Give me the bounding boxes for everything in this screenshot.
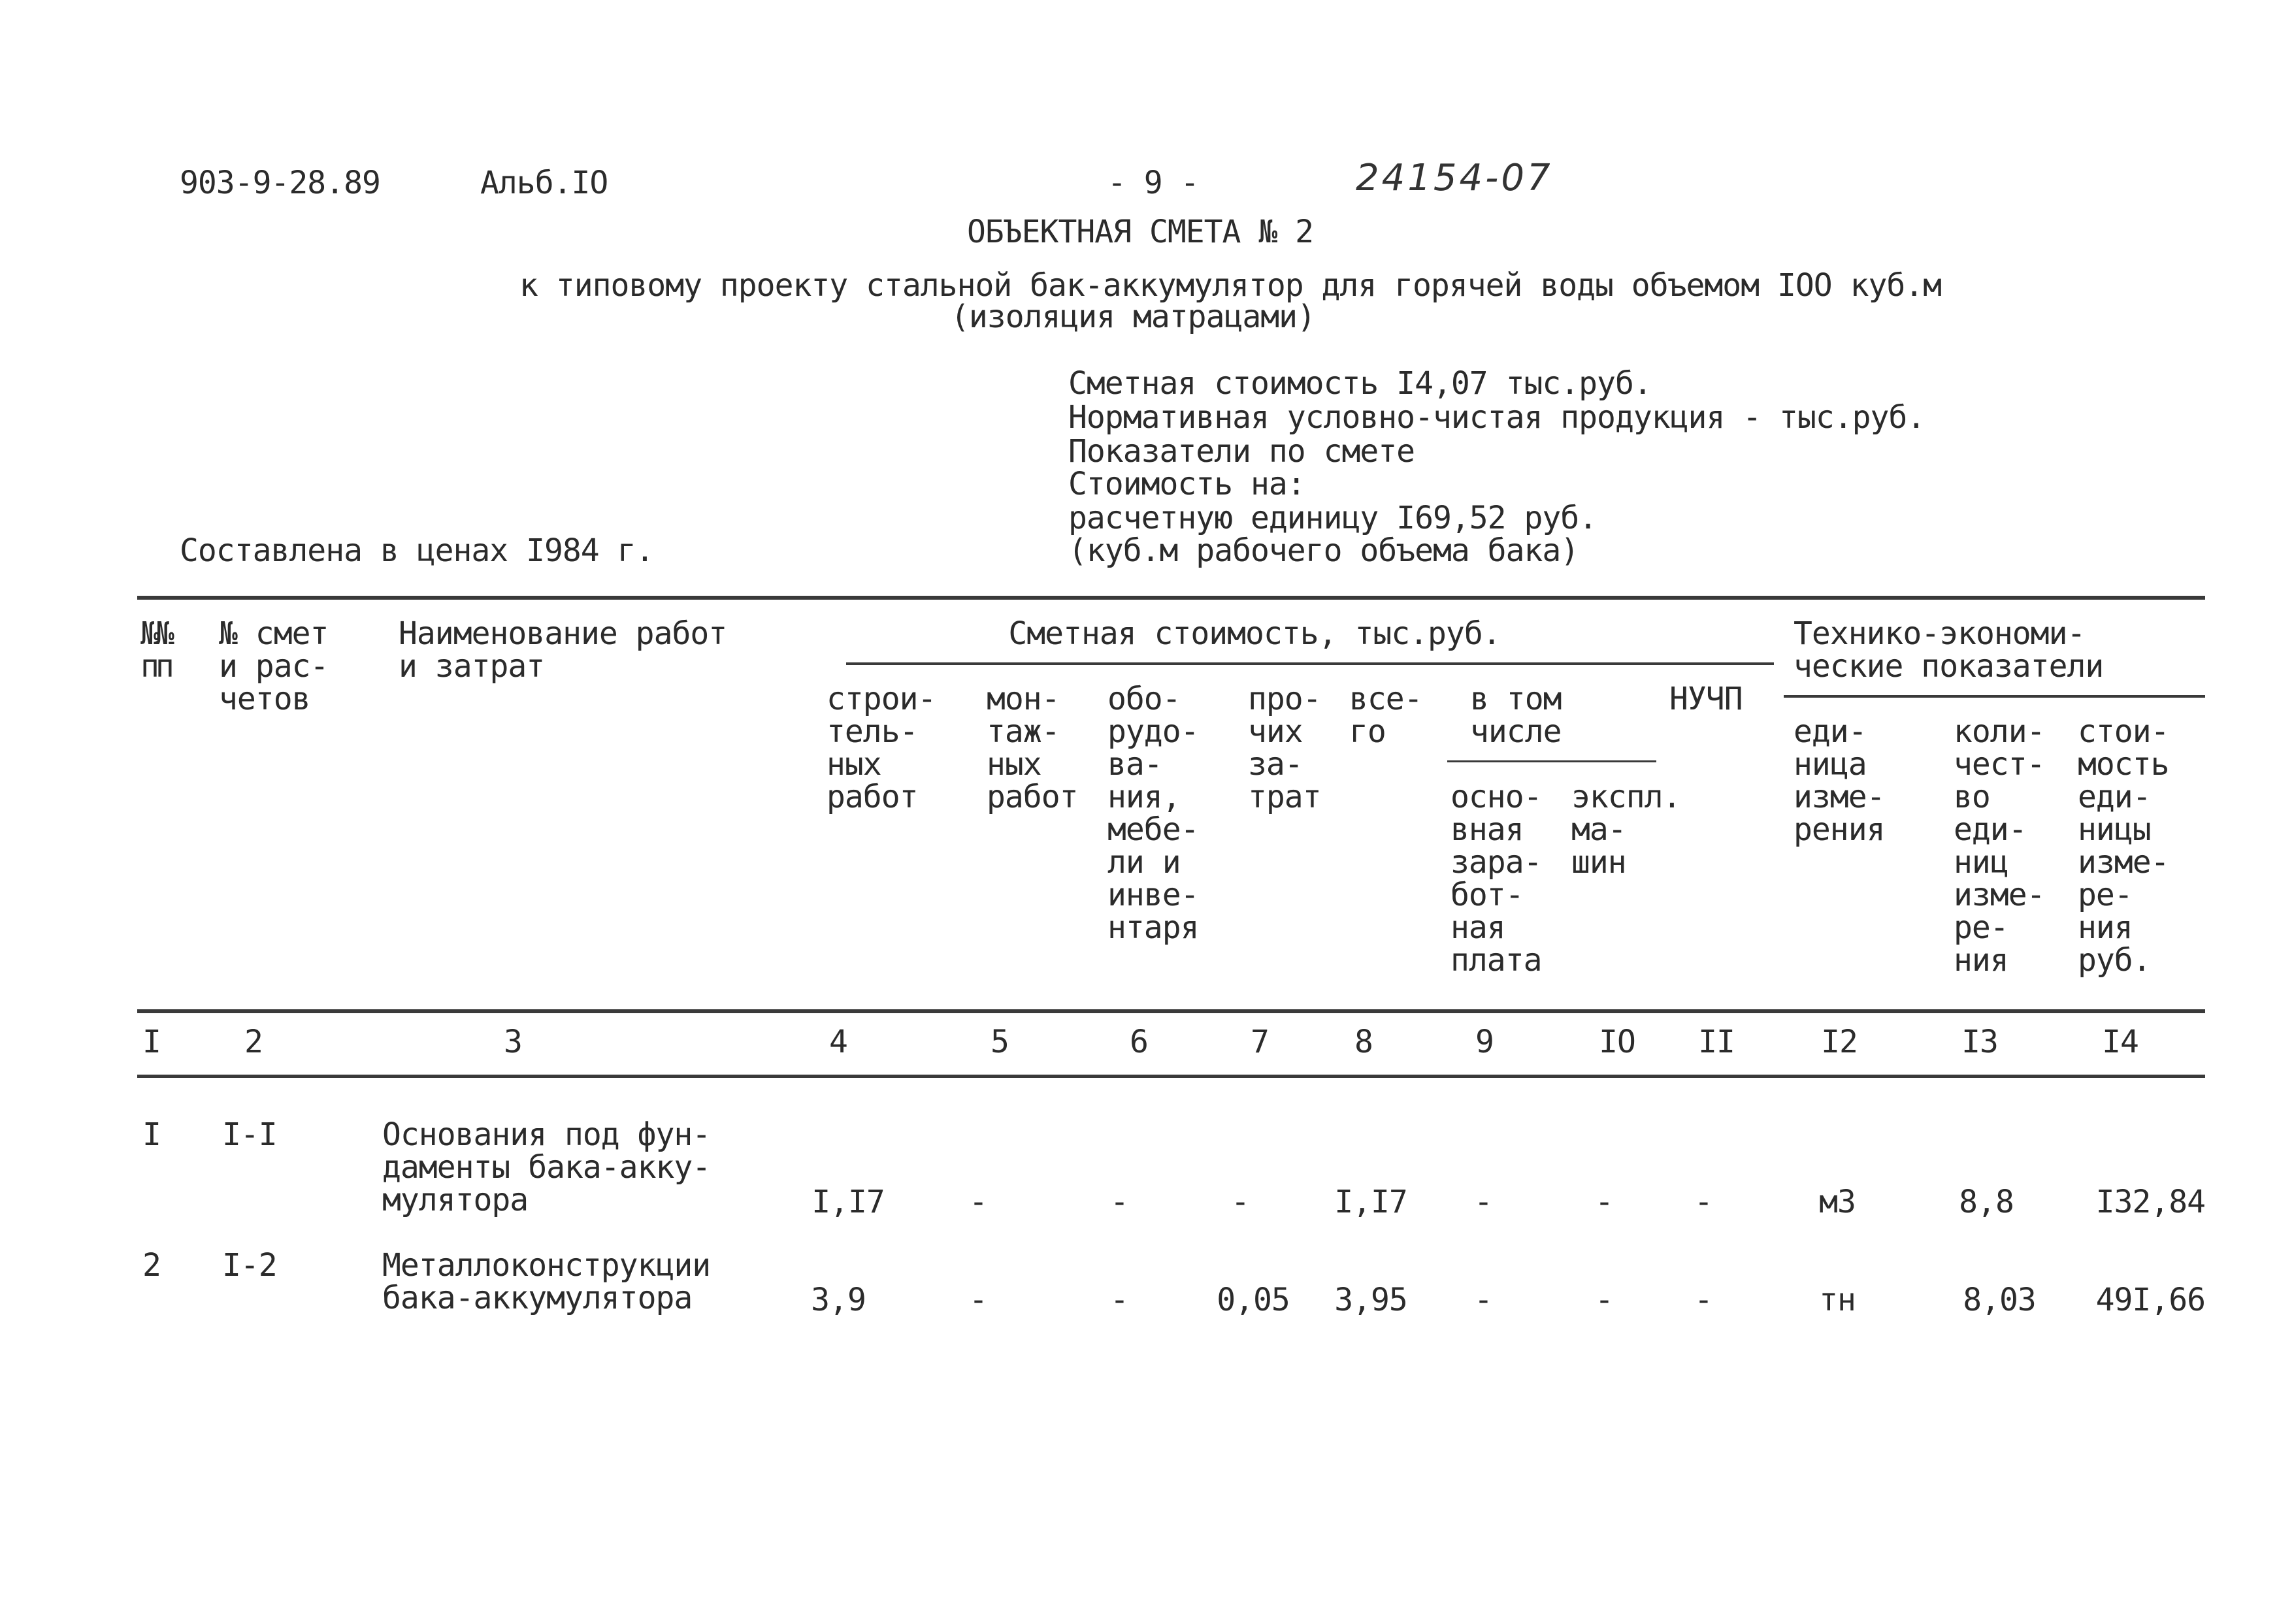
machine-cost: - <box>1595 1184 1613 1220</box>
header-equipment: обо- рудо- ва- ния, мебе- ли и инве- нтаря <box>1107 681 1199 946</box>
header-base-wage: осно- вная зара- бот- ная плата <box>1450 779 1542 979</box>
header-quantity: коли- чест- во еди- ниц изме- ре- ния <box>1954 713 2045 979</box>
document-title: ОБЪЕКТНАЯ СМЕТА № 2 <box>966 214 1314 250</box>
estimate-ref: I-2 <box>222 1247 277 1284</box>
col-number: I3 <box>1961 1024 1998 1060</box>
header-cost-group: Сметная стоимость, тыс.руб. <box>1008 615 1501 652</box>
header-machines: экспл. ма- шин <box>1571 779 1681 881</box>
col-number: 5 <box>991 1024 1009 1060</box>
document-subtitle: к типовому проекту стальной бак-аккумулятор для горячей воды объемом IOO куб.м <box>519 267 1942 304</box>
page-number: - 9 - <box>1107 165 1199 201</box>
col-number: 4 <box>829 1024 847 1060</box>
other-cost: - <box>1231 1184 1249 1220</box>
row-number: 2 <box>142 1247 161 1284</box>
header-total: все- го <box>1349 681 1422 750</box>
base-wage: - <box>1474 1184 1492 1220</box>
col-number: 2 <box>244 1024 263 1060</box>
column-number-rule <box>137 1075 2205 1078</box>
col-number: 6 <box>1130 1024 1148 1060</box>
installation-cost: - <box>969 1282 987 1318</box>
installation-cost: - <box>969 1184 987 1220</box>
col-number: I4 <box>2102 1024 2138 1060</box>
col-number: 8 <box>1354 1024 1373 1060</box>
equipment-cost: - <box>1110 1184 1128 1220</box>
cost-group-rule <box>846 662 1774 665</box>
indicators-label: Показатели по смете <box>1068 433 1415 470</box>
equipment-cost: - <box>1110 1282 1128 1318</box>
col-number: I <box>142 1024 161 1060</box>
header-unit: еди- ница изме- рения <box>1794 713 1885 848</box>
nuchp: - <box>1694 1282 1712 1318</box>
header-row-number: №№ пп <box>140 615 171 685</box>
header-unit-cost: стои- мость еди- ницы изме- ре- ния руб. <box>2078 713 2169 979</box>
estimated-cost: Сметная стоимость I4,07 тыс.руб. <box>1068 365 1652 402</box>
nuchp: - <box>1694 1184 1712 1220</box>
unit-cost: I32,84 <box>2095 1184 2205 1220</box>
estimate-ref: I-I <box>222 1116 277 1153</box>
construction-cost: I,I7 <box>811 1184 885 1220</box>
header-nuchp: НУЧП <box>1669 681 1743 717</box>
album-number: Альб.IO <box>480 165 608 201</box>
header-other: про- чих за- трат <box>1248 681 1321 815</box>
cost-per-label: Стоимость на: <box>1068 466 1305 502</box>
col-number: 7 <box>1251 1024 1269 1060</box>
header-estimate-ref: № смет и рас- четов <box>219 615 329 717</box>
header-work-name: Наименование работ и затрат <box>399 615 727 685</box>
col-number: 3 <box>504 1024 522 1060</box>
quantity: 8,8 <box>1959 1184 2014 1220</box>
header-bottom-rule <box>137 1009 2205 1013</box>
total-cost: I,I7 <box>1334 1184 1407 1220</box>
base-wage: - <box>1474 1282 1492 1318</box>
table-top-rule <box>137 596 2205 600</box>
machine-cost: - <box>1595 1282 1613 1318</box>
document-code: 903-9-28.89 <box>180 165 380 201</box>
unit: тн <box>1819 1282 1856 1318</box>
col-number: 9 <box>1475 1024 1494 1060</box>
other-cost: 0,05 <box>1217 1282 1290 1318</box>
unit-cost: расчетную единицу I69,52 руб. <box>1068 500 1598 536</box>
work-name: Основания под фун- даменты бака-акку- мулятора <box>382 1116 711 1218</box>
row-number: I <box>142 1116 161 1153</box>
header-installation: мон- таж- ных работ <box>987 681 1078 815</box>
total-cost: 3,95 <box>1334 1282 1407 1318</box>
header-including: в том числе <box>1470 681 1562 750</box>
col-number: I2 <box>1821 1024 1858 1060</box>
unit-note: (куб.м рабочего объема бака) <box>1068 532 1579 569</box>
document-subtitle-note: (изоляция матрацами) <box>951 299 1315 335</box>
construction-cost: 3,9 <box>811 1282 866 1318</box>
unit-cost: 49I,66 <box>2095 1282 2205 1318</box>
col-number: IO <box>1599 1024 1635 1060</box>
header-tech-group: Технико-экономи- ческие показатели <box>1794 615 2104 685</box>
normative-production: Нормативная условно-чистая продукция - тыс.руб. <box>1068 399 1925 436</box>
incl-group-rule <box>1447 760 1656 762</box>
col-number: II <box>1698 1024 1735 1060</box>
quantity: 8,03 <box>1963 1282 2036 1318</box>
tech-group-rule <box>1784 695 2205 698</box>
handwritten-stamp: 24154-07 <box>1356 157 1553 199</box>
unit: м3 <box>1819 1184 1856 1220</box>
work-name: Металлоконструкции бака-аккумулятора <box>382 1247 711 1316</box>
header-construction: строи- тель- ных работ <box>827 681 936 815</box>
price-base: Составлена в ценах I984 г. <box>180 532 654 569</box>
